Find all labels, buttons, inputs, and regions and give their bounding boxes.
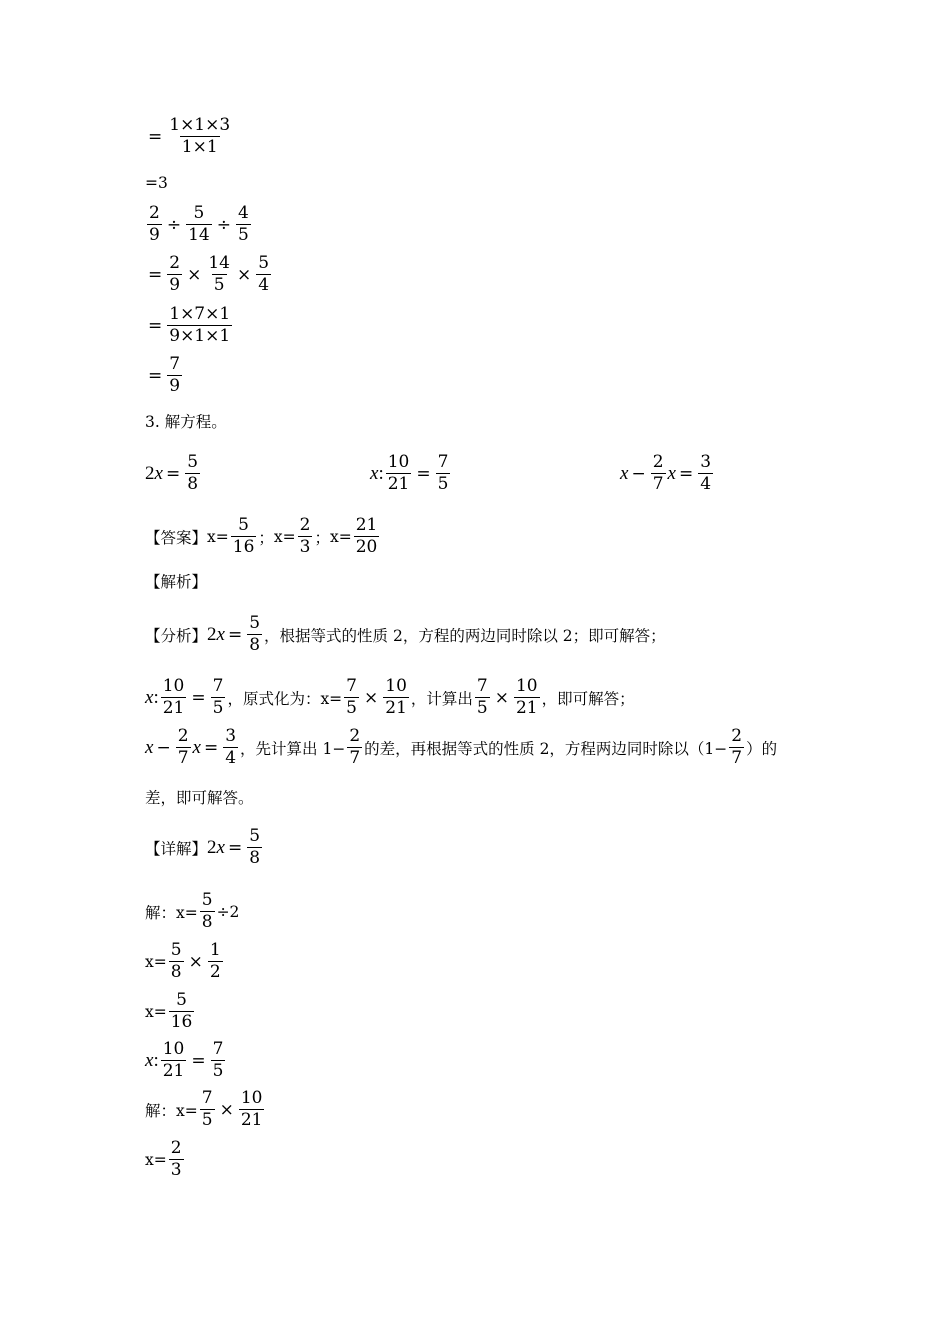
numerator: 5 [176, 990, 187, 1010]
fraction [239, 1089, 265, 1130]
numerator: 2 [731, 726, 743, 746]
analysis-text: ，先计算出 1− [240, 739, 346, 758]
problem-3 [620, 453, 715, 494]
detail-step3 [145, 991, 196, 1032]
fraction [167, 305, 232, 346]
variable: x [620, 462, 629, 484]
numerator: 7 [212, 1039, 224, 1059]
denominator: 8 [187, 474, 199, 494]
numerator: 10 [387, 452, 410, 472]
denominator: 7 [349, 748, 361, 768]
variable: x [192, 736, 201, 758]
detail-step2 [145, 941, 225, 982]
separator: ； [258, 528, 274, 547]
step-text: x= [145, 1150, 167, 1169]
denominator: 5 [212, 698, 224, 718]
numerator: 7 [437, 452, 449, 472]
times-sign: × [187, 264, 202, 285]
detail-step1 [145, 891, 239, 932]
numerator: 5 [249, 613, 261, 633]
analysis-line4 [145, 786, 254, 808]
result-text: =3 [145, 174, 168, 192]
variable: x [145, 1049, 154, 1071]
denominator: 4 [700, 474, 712, 494]
denominator: 8 [249, 848, 261, 868]
fraction [200, 1089, 215, 1130]
denominator: 14 [188, 225, 210, 245]
denominator: 8 [249, 635, 261, 655]
variable: x [370, 462, 379, 484]
denominator: 21 [385, 698, 407, 718]
section-heading: 3. 解方程。 [145, 413, 227, 431]
fraction [169, 1139, 184, 1180]
variable: x [216, 623, 225, 645]
problem-2 [370, 453, 452, 494]
denominator: 7 [652, 474, 664, 494]
denominator: 1×1 [181, 137, 218, 157]
fraction [247, 827, 262, 868]
calc2-line1 [145, 204, 253, 245]
fraction [383, 677, 409, 718]
calc2-line3 [145, 305, 234, 346]
fraction [347, 727, 362, 768]
times-sign: × [236, 264, 252, 285]
denominator: 21 [240, 1110, 263, 1130]
problem-1 [145, 453, 202, 494]
numerator: 5 [201, 890, 213, 910]
equals-sign: = [416, 463, 431, 484]
denominator: 9 [149, 225, 160, 245]
numerator: 4 [237, 203, 249, 223]
numerator: 7 [346, 676, 357, 696]
coefficient: 2 [207, 836, 217, 858]
fraction [176, 727, 191, 768]
colon: : [153, 686, 159, 708]
denominator: 5 [346, 698, 357, 718]
coefficient: 2 [207, 623, 217, 645]
denominator: 21 [162, 698, 185, 718]
numerator: 1 [209, 940, 221, 960]
jiexi-label: 【解析】 [145, 573, 208, 591]
denominator: 7 [177, 748, 189, 768]
numerator: 5 [249, 826, 261, 846]
fraction [729, 727, 744, 768]
denominator: 16 [170, 1012, 193, 1032]
section-title [145, 410, 227, 432]
analysis-text: ，原式化为：x= [227, 689, 343, 708]
numerator: 21 [355, 515, 378, 535]
equals-sign: = [148, 315, 163, 336]
analysis-text: ，根据等式的性质 2，方程的两边同时除以 2；即可解答； [264, 626, 666, 645]
fraction [167, 254, 182, 295]
detail-step6 [145, 1139, 186, 1180]
denominator: 5 [201, 1110, 213, 1130]
denominator: 3 [170, 1160, 182, 1180]
analysis-text: 差，即可解答。 [145, 789, 254, 807]
fraction [147, 204, 162, 245]
fraction [298, 516, 313, 557]
minus-sign: − [631, 463, 646, 484]
equals-sign: = [148, 365, 163, 386]
denominator: 5 [437, 474, 449, 494]
minus-sign: − [156, 737, 171, 758]
step-text: 解：x= [145, 1101, 198, 1120]
fraction [475, 677, 490, 718]
variable: x [154, 462, 163, 484]
denominator: 5 [476, 698, 488, 718]
fraction [223, 727, 238, 768]
numerator: 10 [162, 1039, 185, 1059]
fraction [436, 453, 451, 494]
colon: : [153, 1049, 159, 1071]
analysis-text: 的差，再根据等式的性质 2，方程两边同时除以（1− [364, 739, 728, 758]
equals-sign: = [165, 463, 181, 484]
fraction [167, 116, 232, 157]
times-sign: × [364, 687, 379, 708]
analysis-label: 【分析】 [145, 626, 208, 645]
fraction [211, 677, 226, 718]
step-text: ÷2 [216, 902, 240, 921]
numerator: 7 [212, 676, 224, 696]
numerator: 2 [169, 253, 181, 273]
denominator: 8 [170, 962, 182, 982]
variable: x [216, 836, 225, 858]
denominator: 4 [225, 748, 237, 768]
numerator: 2 [349, 726, 361, 746]
equals-sign: = [191, 1050, 206, 1071]
answer-var: x= [329, 527, 352, 546]
equals-sign: = [678, 463, 694, 484]
denominator: 16 [232, 537, 255, 557]
step-text: 解：x= [145, 903, 198, 922]
numerator: 10 [385, 676, 407, 696]
numerator: 1×7×1 [169, 304, 231, 324]
variable: x [667, 462, 676, 484]
numerator: 10 [162, 676, 185, 696]
variable: x [145, 736, 154, 758]
denominator: 5 [212, 1061, 224, 1081]
analysis-text: ，即可解答； [541, 689, 635, 708]
numerator: 10 [240, 1088, 263, 1108]
denominator: 5 [213, 275, 225, 295]
step-text: x= [145, 952, 167, 971]
numerator: 5 [193, 203, 205, 223]
equals-sign: = [148, 264, 163, 285]
equals-sign: = [227, 837, 243, 858]
denominator: 9 [169, 275, 181, 295]
numerator: 5 [258, 253, 270, 273]
step-text: x= [145, 1002, 167, 1021]
detail-step4 [145, 1040, 227, 1081]
denominator: 21 [162, 1061, 185, 1081]
numerator: 5 [187, 452, 199, 472]
fraction [169, 941, 184, 982]
times-sign: × [494, 687, 509, 708]
answer-var: x= [207, 527, 229, 546]
numerator: 10 [515, 676, 538, 696]
fraction [161, 677, 187, 718]
times-sign: × [188, 951, 203, 972]
analysis-text: ，计算出 [410, 689, 473, 708]
fraction [344, 677, 359, 718]
numerator: 2 [652, 452, 664, 472]
denominator: 9 [169, 376, 181, 396]
fraction [236, 204, 251, 245]
equals-sign: = [191, 687, 206, 708]
numerator: 14 [208, 253, 230, 273]
fraction [231, 516, 257, 557]
divide-sign: ÷ [166, 214, 182, 235]
calc2-line4 [145, 355, 184, 396]
fraction [354, 516, 380, 557]
fraction [698, 453, 713, 494]
fraction [256, 254, 271, 295]
denominator: 2 [209, 962, 221, 982]
fraction [386, 453, 412, 494]
numerator: 5 [238, 515, 249, 535]
equals-sign: = [227, 624, 243, 645]
calc1-line2 [145, 174, 168, 192]
numerator: 2 [299, 515, 311, 535]
denominator: 21 [387, 474, 410, 494]
fraction [185, 453, 200, 494]
denominator: 9×1×1 [169, 326, 231, 346]
fraction [206, 254, 232, 295]
fraction [169, 991, 195, 1032]
fraction [161, 1040, 187, 1081]
denominator: 4 [258, 275, 270, 295]
numerator: 7 [201, 1088, 213, 1108]
numerator: 2 [170, 1138, 182, 1158]
equals-sign: = [148, 126, 163, 147]
numerator: 1×1×3 [169, 115, 231, 135]
numerator: 3 [700, 452, 712, 472]
equals-sign: = [203, 737, 219, 758]
analysis-line2 [145, 677, 635, 718]
colon: : [378, 462, 384, 484]
detail-label: 【详解】 [145, 839, 208, 858]
separator: ； [314, 528, 330, 547]
times-sign: × [219, 1099, 234, 1120]
numerator: 7 [476, 676, 488, 696]
numerator: 2 [177, 726, 189, 746]
calc1-line1 [145, 116, 234, 157]
numerator: 3 [225, 726, 237, 746]
answer-label: 【答案】 [145, 528, 208, 547]
denominator: 20 [355, 537, 378, 557]
fraction [514, 677, 540, 718]
denominator: 7 [731, 748, 743, 768]
calc2-line2 [145, 254, 273, 295]
answer-var: x= [273, 527, 296, 546]
fraction [167, 355, 182, 396]
coefficient: 2 [145, 462, 155, 484]
variable: x [145, 686, 154, 708]
divide-sign: ÷ [216, 214, 231, 235]
fraction [651, 453, 666, 494]
numerator: 5 [170, 940, 182, 960]
denominator: 8 [201, 912, 213, 932]
analysis-text: ）的 [746, 739, 778, 758]
detail-head [145, 827, 264, 868]
fraction [247, 614, 262, 655]
numerator: 2 [149, 203, 160, 223]
fraction [200, 891, 215, 932]
fraction [186, 204, 212, 245]
denominator: 21 [515, 698, 538, 718]
denominator: 3 [299, 537, 311, 557]
answer-line [145, 516, 381, 557]
detail-step5 [145, 1089, 266, 1130]
jiexi-line [145, 570, 207, 592]
numerator: 7 [169, 354, 181, 374]
fraction [211, 1040, 226, 1081]
analysis-line3 [145, 727, 777, 768]
denominator: 5 [237, 225, 249, 245]
fraction [208, 941, 223, 982]
analysis-line1 [145, 614, 666, 655]
